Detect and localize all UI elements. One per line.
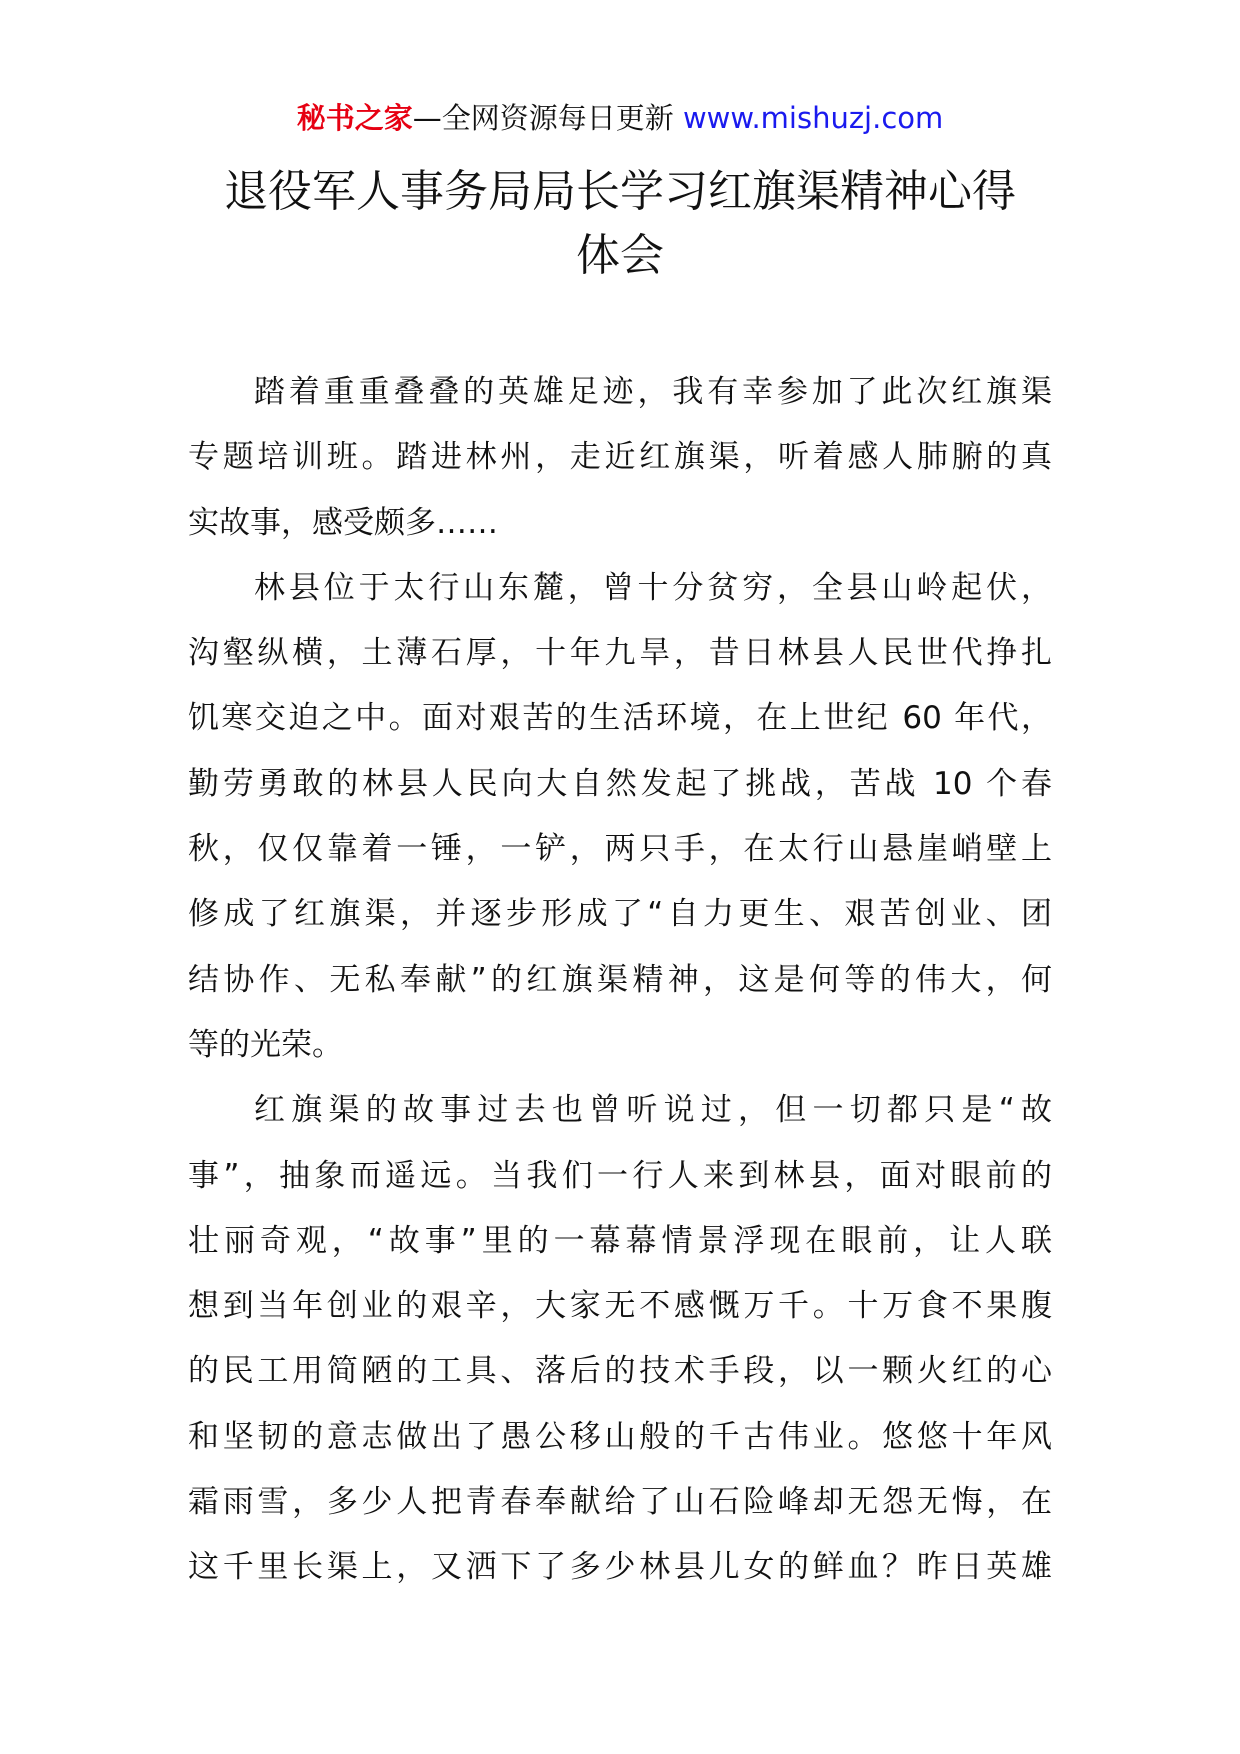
text-line: 等的光荣。 <box>188 1026 343 1063</box>
text-line: 秋，仅仅靠着一锤，一铲，两只手，在太行山悬崖峭壁上 <box>188 831 1052 868</box>
text-line: 林县位于太行山东麓，曾十分贫穷，全县山岭起伏， <box>254 569 1052 606</box>
site-brand: 秘书之家 <box>296 101 413 135</box>
text-line: 饥寒交迫之中。面对艰苦的生活环境，在上世纪 60 年代， <box>188 700 1052 737</box>
text-line: 壮丽奇观，“故事”里的一幕幕情景浮现在眼前，让人联 <box>188 1222 1052 1259</box>
text-line: 沟壑纵横，土薄石厚，十年九旱，昔日林县人民世代挣扎 <box>188 635 1052 672</box>
text-line: 这千里长渠上，又洒下了多少林县儿女的鲜血？昨日英雄 <box>188 1549 1052 1586</box>
site-header <box>0 98 1240 138</box>
text-line: 专题培训班。踏进林州，走近红旗渠，听着感人肺腑的真 <box>188 439 1052 476</box>
paragraph <box>188 360 1052 556</box>
document-title <box>180 160 1060 288</box>
text-line: 红旗渠的故事过去也曾听说过，但一切都只是“故 <box>254 1092 1052 1129</box>
title-line: 体会 <box>576 230 664 281</box>
text-line: 修成了红旗渠，并逐步形成了“自力更生、艰苦创业、团 <box>188 896 1052 933</box>
title-line: 退役军人事务局局长学习红旗渠精神心得 <box>224 166 1016 217</box>
text-line: 事”，抽象而遥远。当我们一行人来到林县，面对眼前的 <box>188 1157 1052 1194</box>
document-body <box>188 360 1052 1601</box>
paragraph <box>188 556 1052 1078</box>
site-url-link[interactable]: www.mishuzj.com <box>682 101 944 135</box>
text-line: 霜雨雪，多少人把青春奉献给了山石险峰却无怨无悔，在 <box>188 1484 1052 1521</box>
text-line: 实故事，感受颇多…… <box>188 504 498 541</box>
text-line: 和坚韧的意志做出了愚公移山般的千古伟业。悠悠十年风 <box>188 1418 1052 1455</box>
site-slogan: —全网资源每日更新 <box>412 101 674 135</box>
text-line: 想到当年创业的艰辛，大家无不感慨万千。十万食不果腹 <box>188 1288 1052 1325</box>
text-line: 的民工用简陋的工具、落后的技术手段，以一颗火红的心 <box>188 1353 1052 1390</box>
text-line: 勤劳勇敢的林县人民向大自然发起了挑战，苦战 10 个春 <box>188 765 1052 802</box>
text-line: 踏着重重叠叠的英雄足迹，我有幸参加了此次红旗渠 <box>254 374 1052 410</box>
text-line: 结协作、无私奉献”的红旗渠精神，这是何等的伟大，何 <box>188 961 1052 998</box>
paragraph <box>188 1078 1052 1600</box>
